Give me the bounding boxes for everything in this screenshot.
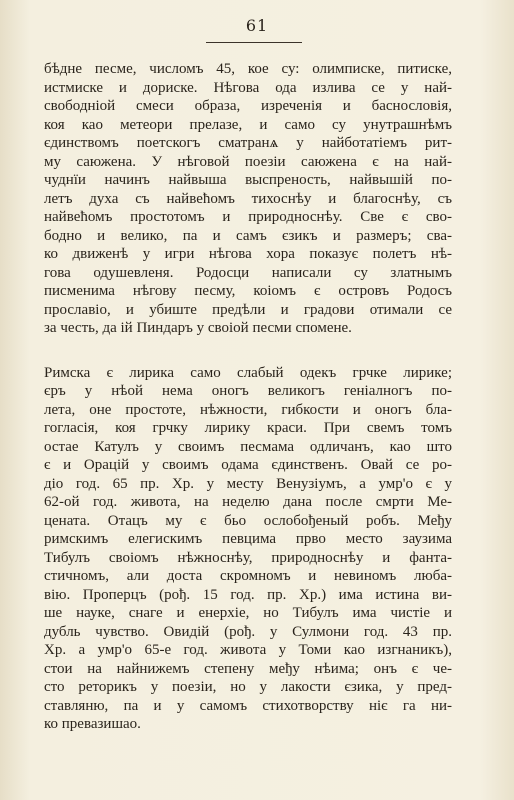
- text-line: єдинствомъ поетскогъ сматранѧ у найботатіемъ рит-: [44, 135, 452, 151]
- text-line: Римска є лирика само слабый одекъ грчке лирике;: [44, 364, 452, 381]
- text-line: стичномъ, али доста скромномъ и невиномъ люба-: [44, 568, 452, 584]
- text-line: чуднїи начинъ найвыша выспреность, найвышій по-: [44, 172, 452, 188]
- text-line: писменима нѣгову песму, коіомъ є островъ Родосъ: [44, 283, 452, 299]
- text-line: лета, оне простоте, нѣжности, гибкости и оногъ бла-: [44, 401, 452, 418]
- text-line: цената. Отацъ му є бьо ослобођеный робъ. Међу: [44, 512, 452, 529]
- text-line: свободніой смеси образа, изреченія и баснословія,: [44, 98, 452, 114]
- text-line: остае Катулъ у своимъ песмама одличанъ, као што: [44, 438, 452, 455]
- text-line: летъ духа съ найвећомъ тихоснѣу и благоснѣу, съ: [44, 190, 452, 207]
- text-line: римскимъ елегискимъ певцима прво место заузима: [44, 531, 452, 547]
- text-line: стои на найнижемъ степену међу нѣима; онъ є че-: [44, 660, 452, 677]
- paragraph-pindar: [44, 60, 452, 338]
- text-line: ко превазишао.: [44, 716, 141, 732]
- text-line: найвећомъ простотомъ и природноснѣу. Све є сво-: [44, 209, 452, 225]
- text-line: бодно и велико, па и самъ єзикъ и размеръ; сва-: [44, 227, 452, 244]
- text-line: ставляню, па и у самомъ стихотворству ніє га ни-: [44, 697, 452, 714]
- text-line: прославіо, и убиште предѣли и градови отимали се: [44, 301, 452, 318]
- text-line: за честь, да ій Пиндаръ у своіой песми спомене.: [44, 320, 352, 336]
- text-line: ше науке, снаге и енерхіе, но Тибулъ има чистіе и: [44, 605, 452, 621]
- text-line: єръ у нѣой нема оногъ великогъ геніалногъ по-: [44, 383, 452, 399]
- text-line: ко движенѣ у игри нѣгова хора показує полетъ нѣ-: [44, 246, 452, 262]
- text-line: гогласія, коя грчку лирику краси. При свемъ томъ: [44, 420, 452, 436]
- paragraph-gap: [44, 338, 452, 364]
- text-line: коя као метеори прелазе, и само су унутрашнѣмъ: [44, 116, 452, 133]
- text-line: вію. Проперцъ (рођ. 15 год. пр. Хр.) има истина ви-: [44, 586, 452, 603]
- text-line: 62-ой год. живота, на неделю дана после смрти Ме-: [44, 494, 452, 510]
- text-line: бѣдне песме, числомъ 45, кое су: олимписке, питиске,: [44, 61, 452, 77]
- text-line: діо год. 65 пр. Хр. у месту Венузіумъ, а умр'о є у: [44, 475, 452, 492]
- text-line: Тибулъ своіомъ нѣжноснѣу, природноснѣу и фанта-: [44, 549, 452, 566]
- paragraph-roman-lyric: [44, 364, 452, 734]
- text-line: дубль чувство. Овидій (рођ. у Сулмони год. 43 пр.: [44, 623, 452, 640]
- body-text: [44, 60, 452, 734]
- text-line: му саюжена. У нѣговой поезіи саюжена є на най-: [44, 153, 452, 170]
- text-line: гова одушевленя. Родосци написали су златнымъ: [44, 264, 452, 281]
- text-line: истмиске и дориске. Нѣгова ода излива се у най-: [44, 79, 452, 96]
- text-line: Хр. а умр'о 65-е год. живота у Томи као изгнаникъ),: [44, 642, 452, 658]
- page-number: 61: [245, 16, 269, 35]
- text-line: сто реторикъ у поезіи, но у лакости єзика, у пред-: [44, 679, 452, 695]
- header-rule: [206, 42, 302, 43]
- text-line: є и Орацій у своимъ одама єдинственъ. Овай се ро-: [44, 457, 452, 473]
